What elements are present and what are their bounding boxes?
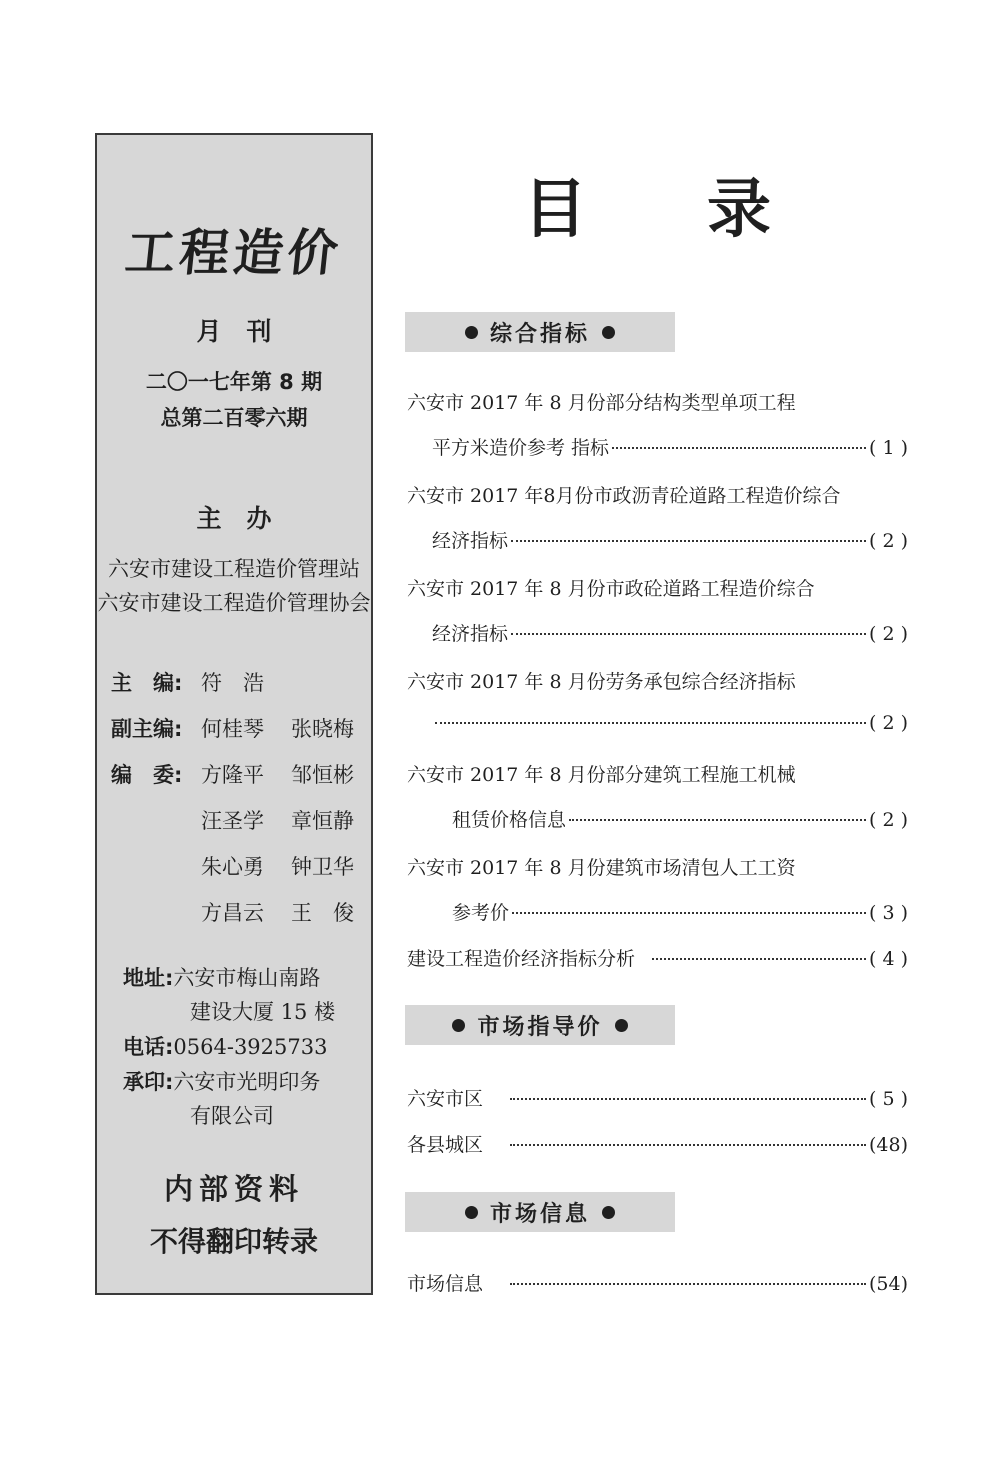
page-number: ( 2 ) [869, 623, 908, 645]
staff-name: 符 浩 [201, 671, 264, 695]
section-heading [405, 1005, 675, 1045]
printer-name: 有限公司 [190, 1104, 274, 1128]
leader-dots [612, 447, 866, 449]
printer [123, 1066, 320, 1096]
toc-entry[interactable] [407, 1269, 908, 1295]
toc-entry[interactable] [407, 1084, 908, 1110]
staff-name: 钟卫华 [291, 855, 354, 879]
staff-name: 张晓梅 [291, 717, 354, 741]
toc-entry-title: 参考价 [452, 902, 510, 924]
staff-name: 何桂琴 [201, 717, 264, 741]
toc-entry[interactable] [432, 433, 908, 459]
toc-title: 目录 [523, 173, 891, 247]
internal-material-notice: 内部资料 [163, 1172, 304, 1206]
page-number: ( 5 ) [869, 1088, 908, 1110]
staff-name: 朱心勇 [201, 855, 264, 879]
toc-entry-title[interactable]: 六安市 2017 年 8 月份建筑市场清包人工工资 [407, 857, 796, 879]
address-line: 六安市梅山南路 [173, 966, 321, 990]
staff-name: 方隆平 [201, 763, 264, 787]
staff-name: 汪圣学 [201, 809, 264, 833]
toc-entry[interactable] [432, 619, 908, 645]
printer-label: 承印: [123, 1070, 174, 1094]
toc-entry[interactable] [407, 944, 908, 970]
bullet-icon [465, 326, 478, 339]
section-heading-label: 市场信息 [489, 1201, 590, 1227]
address-label: 地址: [123, 966, 174, 990]
publication-frequency: 月 刊 [196, 317, 272, 346]
section-heading-label: 综合指标 [489, 321, 590, 347]
staff-name: 王 俊 [291, 901, 354, 925]
staff-name: 邹恒彬 [291, 763, 354, 787]
total-issue-number: 总第二百零六期 [160, 406, 308, 430]
toc-entry-title[interactable]: 六安市 2017 年 8 月份市政砼道路工程造价综合 [407, 578, 815, 600]
bullet-icon [602, 326, 615, 339]
toc-entry-title: 平方米造价参考 指标 [432, 437, 610, 459]
leader-dots [511, 633, 866, 635]
toc-entry[interactable] [452, 805, 908, 831]
staff-role: 副主编: [111, 717, 183, 741]
page-number: (48) [868, 1134, 908, 1156]
toc-entry[interactable] [407, 1130, 908, 1156]
leader-dots [435, 722, 866, 724]
bullet-icon [602, 1206, 615, 1219]
leader-dots [510, 1098, 866, 1100]
sponsor-name: 六安市建设工程造价管理协会 [97, 591, 371, 615]
phone [123, 1031, 327, 1061]
section-heading-label: 市场指导价 [477, 1014, 603, 1040]
toc-entry-title: 市场信息 [407, 1273, 484, 1295]
toc-entry-title: 建设工程造价经济指标分析 [407, 948, 636, 970]
leader-dots [652, 958, 866, 960]
page-number: ( 2 ) [869, 712, 908, 734]
section-heading [405, 1192, 675, 1232]
leader-dots [510, 1144, 866, 1146]
leader-dots [511, 540, 866, 542]
page-number: (54) [868, 1273, 908, 1295]
toc-entry[interactable] [432, 526, 908, 552]
page-number: ( 2 ) [869, 530, 908, 552]
staff-role: 编 委: [111, 763, 183, 787]
bullet-icon [615, 1019, 628, 1032]
address-line: 建设大厦 15 楼 [190, 1000, 336, 1024]
leader-dots [512, 912, 866, 914]
printer-name: 六安市光明印务 [173, 1070, 321, 1094]
phone-label: 电话: [123, 1035, 174, 1059]
toc-entry-title[interactable]: 六安市 2017 年 8 月份部分建筑工程施工机械 [407, 764, 796, 786]
issue-number: 二〇一七年第 8 期 [145, 370, 323, 394]
masthead-box [95, 133, 373, 1295]
toc-entry[interactable] [452, 898, 908, 924]
bullet-icon [465, 1206, 478, 1219]
toc-entry-title: 经济指标 [432, 623, 509, 645]
page-number: ( 4 ) [869, 948, 908, 970]
toc-entry-title: 租赁价格信息 [452, 809, 567, 831]
page-number: ( 1 ) [869, 437, 908, 459]
staff-name: 方昌云 [201, 901, 264, 925]
no-reprint-notice: 不得翻印转录 [149, 1225, 318, 1258]
toc-entry-title: 六安市区 [407, 1088, 484, 1110]
sponsor-name: 六安市建设工程造价管理站 [108, 557, 360, 581]
toc-entry-title[interactable]: 六安市 2017 年8月份市政沥青砼道路工程造价综合 [407, 485, 841, 507]
toc-entry[interactable] [432, 712, 908, 738]
toc-entry-title[interactable]: 六安市 2017 年 8 月份劳务承包综合经济指标 [407, 671, 796, 693]
toc-entry-title: 经济指标 [432, 530, 509, 552]
phone-number: 0564-3925733 [173, 1035, 328, 1059]
staff-name: 章恒静 [291, 809, 354, 833]
leader-dots [510, 1283, 866, 1285]
toc-entry-title: 各县城区 [407, 1134, 484, 1156]
sponsor-label: 主 办 [196, 504, 272, 533]
section-heading [405, 312, 675, 352]
magazine-title: 工程造价 [122, 223, 345, 282]
address [123, 962, 320, 992]
page-number: ( 3 ) [869, 902, 908, 924]
page-number: ( 2 ) [869, 809, 908, 831]
toc-entry-title[interactable]: 六安市 2017 年 8 月份部分结构类型单项工程 [407, 392, 796, 414]
staff-role: 主 编: [111, 671, 183, 695]
leader-dots [569, 819, 866, 821]
bullet-icon [452, 1019, 465, 1032]
